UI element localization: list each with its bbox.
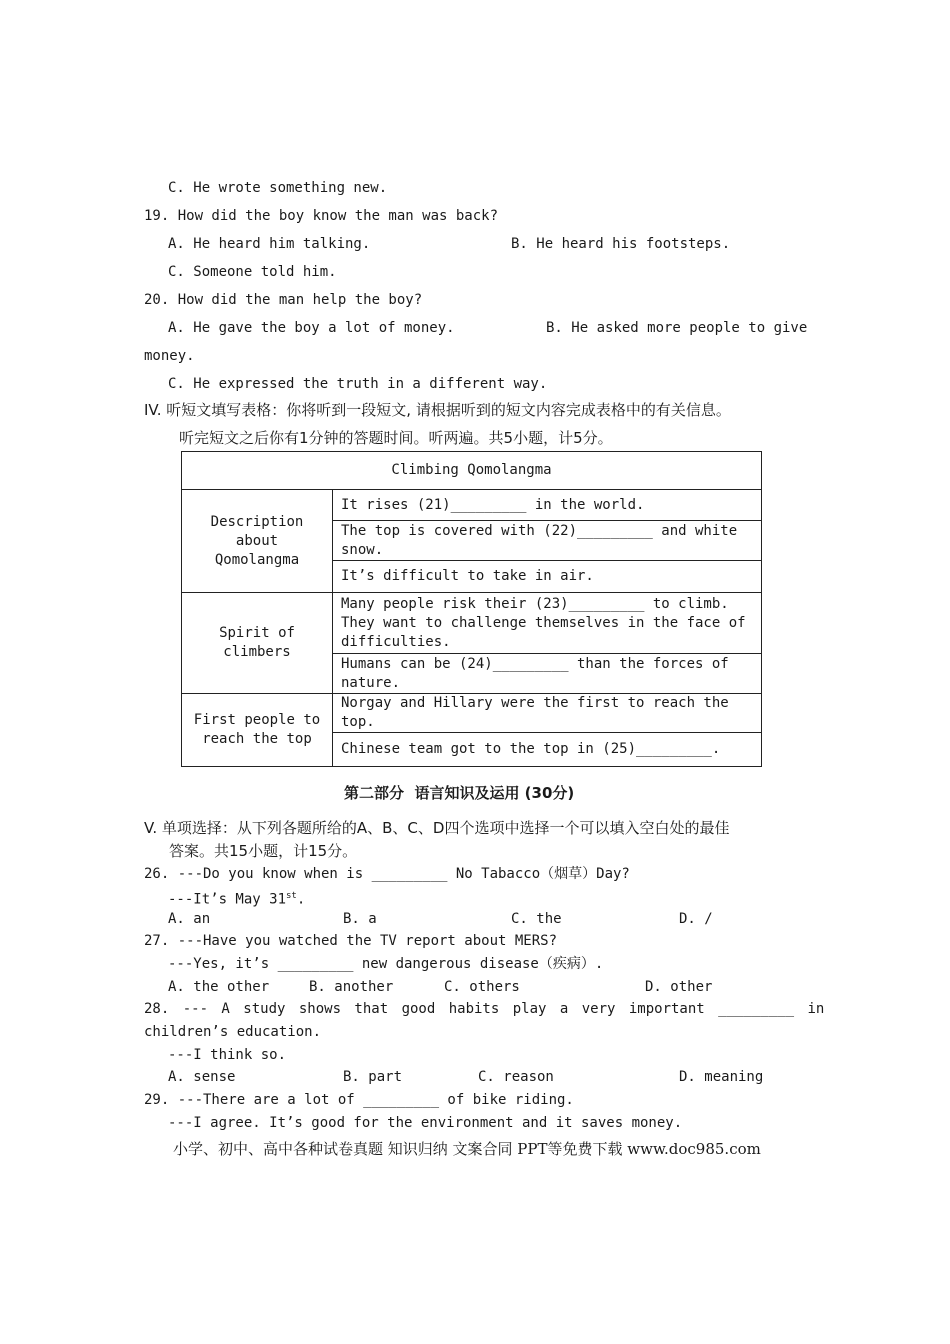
option-d: D. meaning — [679, 1069, 764, 1085]
question-29: 29. ---There are a lot of _________ of bike riding. — [144, 1092, 574, 1108]
answer-line: ---Yes, it’s _________ new dangerous disease（疾病）. — [168, 956, 604, 972]
option-a: A. sense — [168, 1069, 236, 1085]
option-b: B. part — [343, 1069, 403, 1085]
part-2-title: 第二部分 语言知识及运用 (30分) — [344, 784, 575, 802]
table-cell: The top is covered with (22)_________ and white snow. — [333, 521, 762, 561]
answer-end: . — [296, 891, 306, 908]
option-line: B. He heard his footsteps. — [511, 236, 731, 252]
answer-line — [168, 886, 305, 910]
row-label-spirit: Spirit of climbers — [182, 593, 333, 694]
footer-link-text: 小学、初中、高中各种试卷真题 知识归纳 文案合同 PPT等免费下载 www.doc985.com — [173, 1140, 761, 1158]
row-label-description: Description about Qomolangma — [182, 490, 333, 593]
table-cell: Chinese team got to the top in (25)_________. — [333, 733, 762, 767]
question-28-continued: children’s education. — [144, 1024, 322, 1040]
option-line: A. He gave the boy a lot of money. — [168, 320, 455, 336]
table-cell: Norgay and Hillary were the first to reach the top. — [333, 694, 762, 733]
option-line: C. Someone told him. — [168, 264, 337, 280]
table-title: Climbing Qomolangma — [182, 452, 762, 490]
option-d: D. other — [645, 979, 713, 995]
answer-line: ---I agree. It’s good for the environment and it saves money. — [168, 1115, 683, 1131]
option-b: B. another — [309, 979, 394, 995]
option-c: C. others — [444, 979, 520, 995]
table-cell: It rises (21)_________ in the world. — [333, 490, 762, 521]
row-label-first-people: First people to reach the top — [182, 694, 333, 767]
option-line-continued: money. — [144, 348, 195, 364]
question-20: 20. How did the man help the boy? — [144, 292, 423, 308]
table-cell: It’s difficult to take in air. — [333, 561, 762, 593]
option-d: D. / — [679, 911, 713, 927]
section-5-heading-line2: 答案。共15小题，计15分。 — [169, 842, 358, 860]
answer-text: ---It’s May 31 — [168, 891, 287, 908]
question-26: 26. ---Do you know when is _________ No Tabacco（烟草）Day? — [144, 866, 630, 882]
section-5-heading: V. 单项选择：从下列各题所给的A、B、C、D四个选项中选择一个可以填入空白处的最佳 — [144, 819, 730, 837]
climbing-table — [181, 451, 762, 767]
option-b: B. a — [343, 911, 377, 927]
table-cell: Many people risk their (23)_________ to climb. They want to challenge themselves in the face of difficulties. — [333, 593, 762, 654]
superscript: st — [286, 891, 297, 901]
section-4-heading: IV. 听短文填写表格：你将听到一段短文, 请根据听到的短文内容完成表格中的有关信息。 — [144, 401, 731, 419]
option-line: C. He expressed the truth in a different way. — [168, 376, 548, 392]
option-a: A. an — [168, 911, 211, 927]
option-a: A. the other — [168, 979, 270, 995]
section-4-heading-line2: 听完短文之后你有1分钟的答题时间。听两遍。共5小题，计5分。 — [179, 429, 613, 447]
question-28: 28. --- A study shows that good habits play a very important _________ in — [144, 1001, 825, 1017]
option-c: C. the — [511, 911, 562, 927]
option-line: A. He heard him talking. — [168, 236, 371, 252]
table-cell: Humans can be (24)_________ than the forces of nature. — [333, 654, 762, 694]
question-27: 27. ---Have you watched the TV report about MERS? — [144, 933, 558, 949]
option-line: B. He asked more people to give — [546, 320, 808, 336]
option-line: C. He wrote something new. — [168, 180, 388, 196]
option-c: C. reason — [478, 1069, 554, 1085]
question-19: 19. How did the boy know the man was back? — [144, 208, 499, 224]
answer-line: ---I think so. — [168, 1047, 287, 1063]
